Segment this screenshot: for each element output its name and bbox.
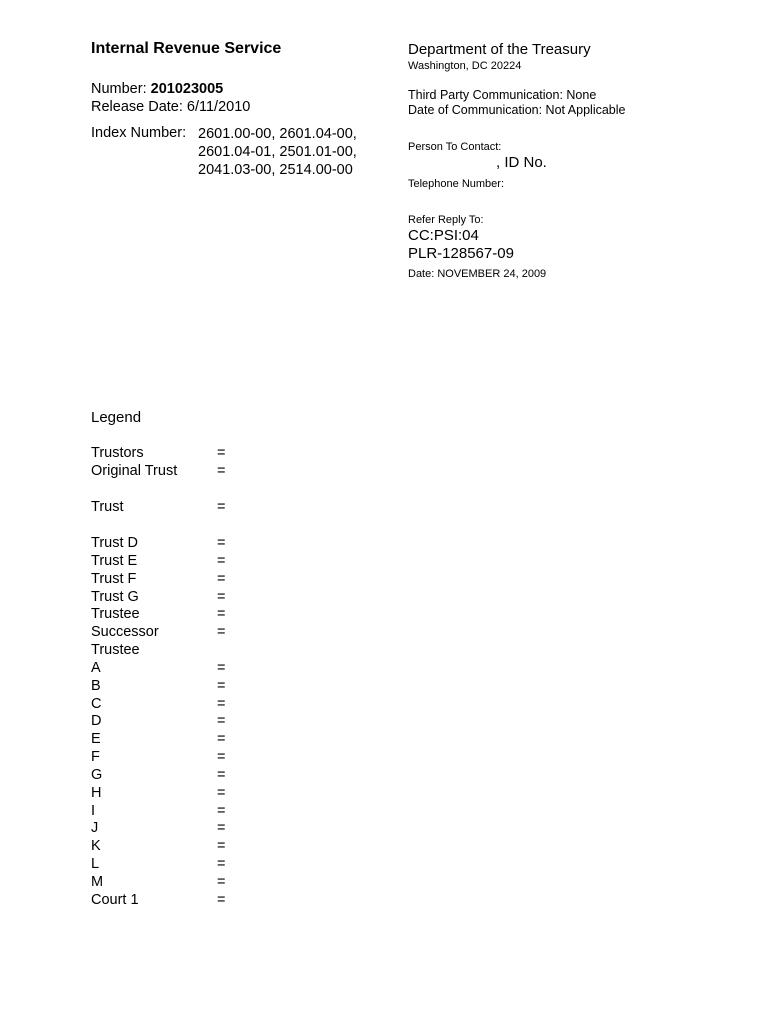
refer-reply-to: Refer Reply To: <box>408 214 484 226</box>
legend-term: Trust F <box>91 571 137 587</box>
department-name: Department of the Treasury <box>408 41 591 58</box>
legend-equals: = <box>217 696 226 712</box>
legend-term: I <box>91 803 96 819</box>
legend-equals: = <box>217 553 226 569</box>
legend-equals: = <box>217 445 226 461</box>
legend-term: Trust D <box>91 535 138 551</box>
letter-date: Date: NOVEMBER 24, 2009 <box>408 268 547 280</box>
legend-term: G <box>91 767 103 783</box>
plr-number: PLR-128567-09 <box>408 245 514 262</box>
legend-term: H <box>91 785 102 801</box>
legend-term: D <box>91 713 102 729</box>
legend-term: C <box>91 696 102 712</box>
legend-equals: = <box>217 713 226 729</box>
legend-term: F <box>91 749 100 765</box>
legend-term: E <box>91 731 101 747</box>
legend-equals: = <box>217 660 226 676</box>
legend-term: Trustee <box>91 642 140 658</box>
legend-term: M <box>91 874 104 890</box>
legend-equals: = <box>217 731 226 747</box>
department-address: Washington, DC 20224 <box>408 60 522 72</box>
legend-equals: = <box>217 874 226 890</box>
number-value: 201023005 <box>150 81 224 97</box>
legend-term: Trustee <box>91 606 140 622</box>
legend-equals: = <box>217 856 226 872</box>
legend-term: A <box>91 660 101 676</box>
legend-term: Trust E <box>91 553 138 569</box>
legend-equals: = <box>217 678 226 694</box>
legend-term: J <box>91 820 99 836</box>
refer-code: CC:PSI:04 <box>408 227 479 244</box>
index-number-values <box>198 125 357 179</box>
legend-equals: = <box>217 571 226 587</box>
legend-term: L <box>91 856 100 872</box>
number-label: Number: <box>91 81 151 97</box>
index-line: 2601.00-00, 2601.04-00, <box>198 126 357 142</box>
legend-term: Successor <box>91 624 159 640</box>
legend-term: K <box>91 838 101 854</box>
index-line: 2041.03-00, 2514.00-00 <box>198 162 353 178</box>
index-number-label: Index Number: <box>91 125 187 141</box>
legend-equals: = <box>217 838 226 854</box>
telephone-number: Telephone Number: <box>408 178 505 190</box>
person-to-contact: Person To Contact: <box>408 141 502 153</box>
number-line <box>91 81 223 97</box>
legend-equals: = <box>217 749 226 765</box>
legend-term: Trustors <box>91 445 144 461</box>
legend-equals: = <box>217 785 226 801</box>
legend-term: Trust <box>91 499 124 515</box>
legend-equals: = <box>217 535 226 551</box>
legend-term: Court 1 <box>91 892 139 908</box>
legend-term: Trust G <box>91 589 139 605</box>
date-of-communication: Date of Communication: Not Applicable <box>408 103 626 117</box>
legend-equals: = <box>217 767 226 783</box>
legend-equals: = <box>217 892 226 908</box>
legend-equals: = <box>217 589 226 605</box>
agency-name: Internal Revenue Service <box>91 40 282 57</box>
legend-equals: = <box>217 803 226 819</box>
legend-equals: = <box>217 606 226 622</box>
index-line: 2601.04-01, 2501.01-00, <box>198 144 357 160</box>
legend-equals: = <box>217 499 226 515</box>
legend-equals: = <box>217 463 226 479</box>
id-number: , ID No. <box>496 154 547 171</box>
legend-equals: = <box>217 624 226 640</box>
legend-term: Original Trust <box>91 463 178 479</box>
legend-equals: = <box>217 820 226 836</box>
release-date: Release Date: 6/11/2010 <box>91 99 251 115</box>
legend-term: B <box>91 678 101 694</box>
legend-title: Legend <box>91 409 142 426</box>
third-party-communication: Third Party Communication: None <box>408 88 597 102</box>
